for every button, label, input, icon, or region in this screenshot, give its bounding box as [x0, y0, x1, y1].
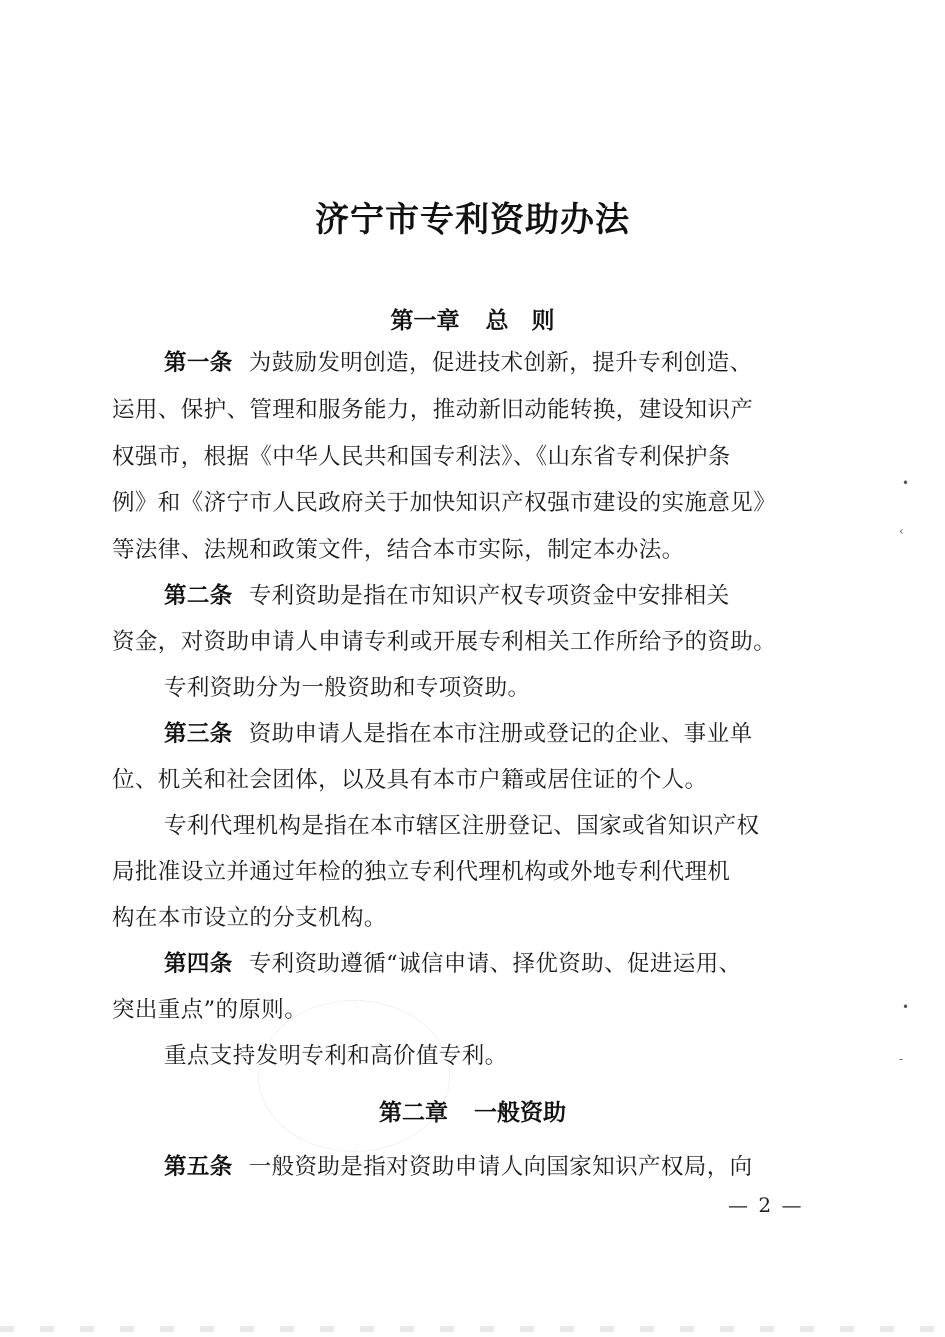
- article-1-line-2: 运用、保护、管理和服务能力，推动新旧动能转换，建设知识产: [112, 397, 754, 423]
- article-3-line-5: 构在本市设立的分支机构。: [112, 905, 387, 931]
- scan-edge-noise: [0, 1326, 945, 1332]
- scan-speck: ‹: [899, 524, 904, 538]
- document-title: 济宁市专利资助办法: [315, 200, 630, 240]
- article-4-line-3: 重点支持发明专利和高价值专利。: [164, 1043, 508, 1069]
- article-3-line-2: 位、机关和社会团体，以及具有本市户籍或居住证的个人。: [112, 767, 708, 793]
- chapter-number: 第二章: [379, 1100, 448, 1126]
- scan-speck: -: [899, 1052, 904, 1066]
- article-3-label: 第三条: [164, 721, 233, 747]
- article-3-line-4: 局批准设立并通过年检的独立专利代理机构或外地专利代理机: [112, 859, 731, 885]
- article-4-line-1: 第四条 专利资助遵循“诚信申请、择优资助、促进运用、: [164, 951, 742, 977]
- article-2-line-3: 专利资助分为一般资助和专项资助。: [164, 675, 531, 701]
- article-2-line-2: 资金，对资助申请人申请专利或开展专利相关工作所给予的资助。: [112, 629, 777, 655]
- chapter-2-heading: [0, 1094, 945, 1127]
- article-1-line-4: 例》和《济宁市人民政府关于加快知识产权强市建设的实施意见》: [112, 490, 777, 516]
- article-4-line-2: 突出重点”的原则。: [112, 997, 308, 1023]
- scan-speck: •: [902, 476, 910, 490]
- chapter-name: 一般资助: [474, 1100, 566, 1126]
- scan-speck: •: [902, 1000, 910, 1014]
- article-3-line-3: 专利代理机构是指在本市辖区注册登记、国家或省知识产权: [164, 813, 760, 839]
- article-1-line-1: 第一条 为鼓励发明创造，促进技术创新，提升专利创造、: [164, 350, 753, 376]
- article-5-label: 第五条: [164, 1154, 233, 1180]
- article-2-label: 第二条: [164, 583, 233, 609]
- article-3-line-1: 第三条 资助申请人是指在本市注册或登记的企业、事业单: [164, 721, 753, 747]
- article-1-label: 第一条: [164, 350, 233, 376]
- chapter-name: 总 则: [485, 308, 555, 334]
- chapter-number: 第一章: [390, 308, 460, 334]
- article-5-line-1: 第五条 一般资助是指对资助申请人向国家知识产权局，向: [164, 1154, 753, 1180]
- article-2-line-1: 第二条 专利资助是指在市知识产权专项资金中安排相关: [164, 583, 730, 609]
- article-1-line-5: 等法律、法规和政策文件，结合本市实际，制定本办法。: [112, 537, 685, 563]
- article-4-label: 第四条: [164, 951, 233, 977]
- chapter-1-heading: [0, 302, 945, 335]
- article-1-line-3: 权强市，根据《中华人民共和国专利法》、《山东省专利保护条: [112, 444, 731, 470]
- page-number: — 2 —: [728, 1193, 804, 1217]
